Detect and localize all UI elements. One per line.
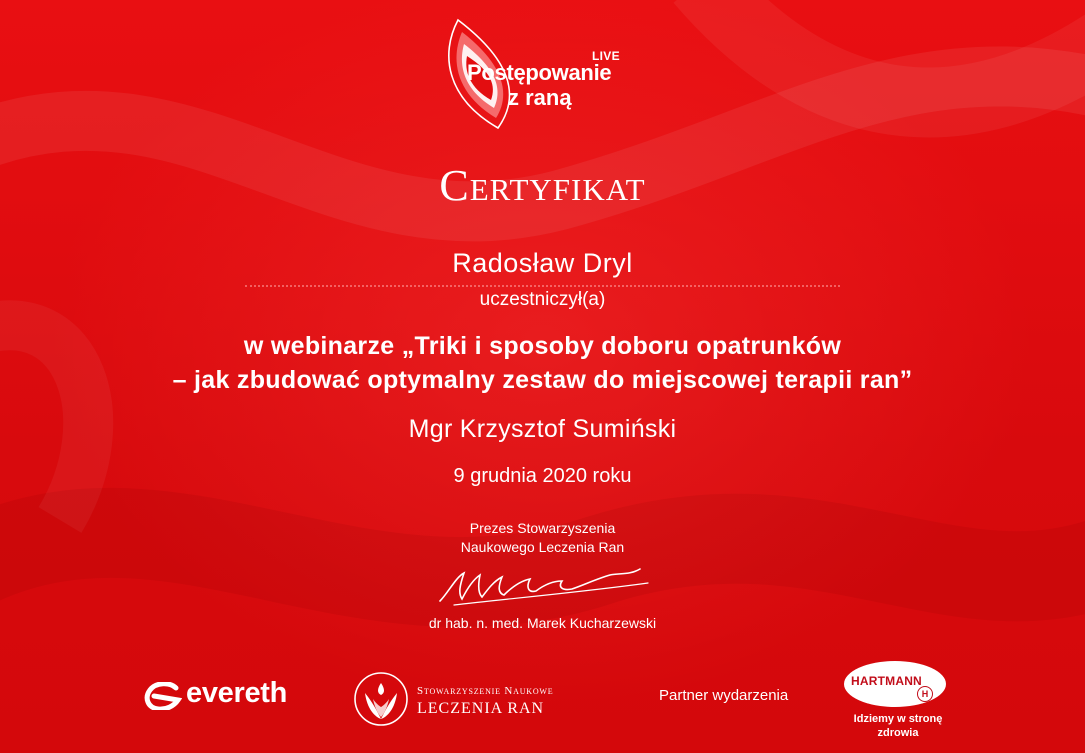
hartmann-logo-text: HARTMANN	[851, 674, 922, 688]
lecturer-name: Mgr Krzysztof Sumiński	[408, 415, 677, 443]
evereth-logo-text: evereth	[186, 677, 288, 709]
name-underline	[245, 285, 840, 287]
signer-role-line2: Naukowego Leczenia Ran	[460, 539, 625, 555]
brand-title-line2: z raną	[508, 85, 572, 110]
hartmann-tagline-line2: zdrowia	[877, 727, 919, 739]
hartmann-tagline-line1: Idziemy w stronę	[853, 713, 943, 725]
sncr-logo-line1: Stowarzyszenie Naukowe	[417, 685, 554, 697]
signature-icon	[434, 563, 656, 613]
brand-title-line1: Postępowanie	[467, 60, 612, 85]
sncr-logo-icon	[353, 671, 409, 727]
live-label: LIVE	[592, 49, 620, 63]
participation-text: uczestniczył(a)	[479, 289, 606, 310]
event-date: 9 grudnia 2020 roku	[453, 465, 632, 487]
webinar-title-line2: – jak zbudować optymalny zestaw do miejscowej terapii ran”	[172, 366, 913, 394]
sncr-logo-line2: LECZENIA RAN	[417, 700, 545, 717]
hartmann-h-icon: H	[917, 686, 933, 702]
partner-label: Partner wydarzenia	[659, 687, 789, 704]
evereth-logo-icon	[144, 682, 182, 710]
recipient-name: Radosław Dryl	[452, 248, 633, 278]
signer-role-line1: Prezes Stowarzyszenia	[469, 520, 616, 536]
certificate-title: Certyfikat	[439, 161, 646, 210]
webinar-title-line1: w webinarze „Triki i sposoby doboru opatrunków	[243, 332, 842, 360]
signer-name: dr hab. n. med. Marek Kucharzewski	[428, 615, 657, 631]
